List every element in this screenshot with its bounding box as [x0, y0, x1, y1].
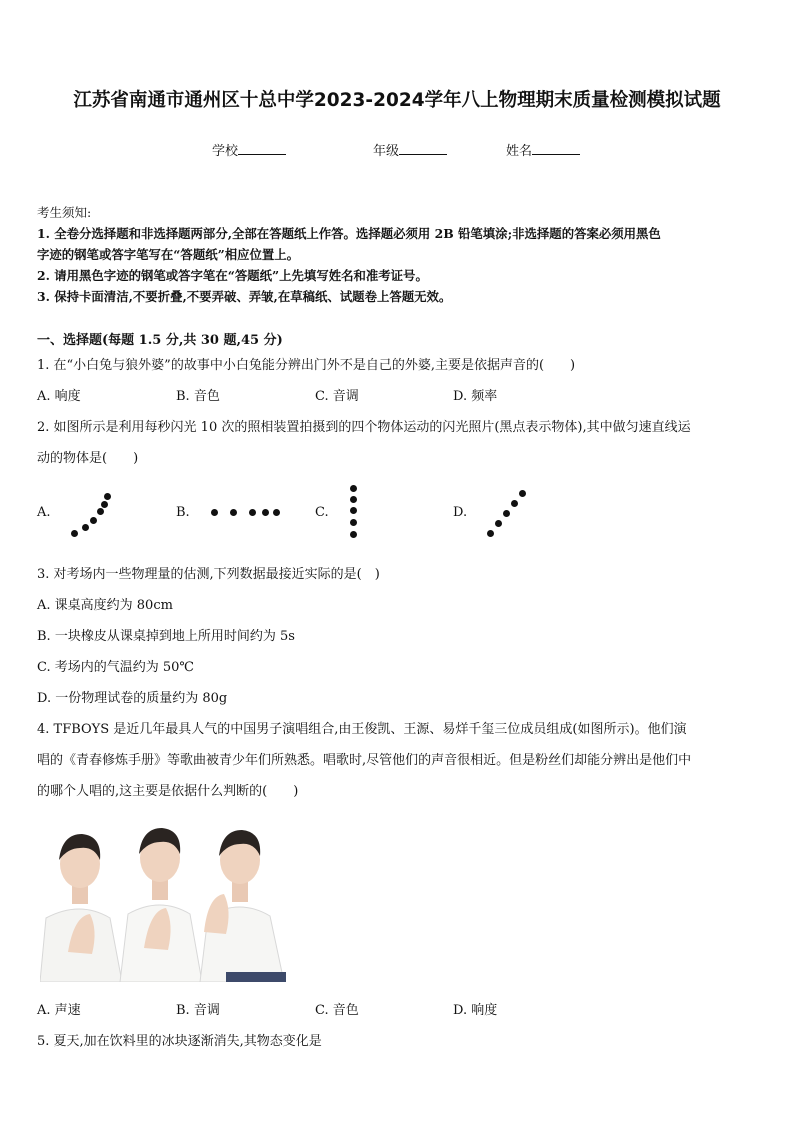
q5-stem: 5. 夏天,加在饮料里的冰块逐渐消失,其物态变化是 — [37, 1034, 322, 1049]
dot — [71, 530, 78, 537]
dot — [90, 517, 97, 524]
dot — [249, 509, 256, 516]
dot — [211, 509, 218, 516]
dot — [519, 490, 526, 497]
notes-heading: 考生须知: — [37, 205, 92, 220]
name-blank — [532, 141, 580, 155]
q2-label-b: B. — [176, 505, 190, 520]
q3-option-a: A. 课桌高度约为 80cm — [37, 598, 173, 613]
q4-stem-a: 4. TFBOYS 是近几年最具人气的中国男子演唱组合,由王俊凯、王源、易烊千玺三位成员组成(如图所示)。他们演 — [37, 722, 687, 737]
q4-option-c: C. 音色 — [315, 1003, 359, 1018]
note-1a: 1. 全卷分选择题和非选择题两部分,全部在答题纸上作答。选择题必须用 2B 铅笔填涂;非选择题的答案必须用黑色 — [37, 226, 661, 241]
q3-option-d: D. 一份物理试卷的质量约为 80g — [37, 691, 228, 706]
grade-label: 年级 — [373, 144, 400, 159]
dot — [503, 510, 510, 517]
q3-option-b: B. 一块橡皮从课桌掉到地上所用时间约为 5s — [37, 629, 295, 644]
note-2: 2. 请用黑色字迹的钢笔或答字笔在“答题纸”上先填写姓名和准考证号。 — [37, 268, 428, 283]
q3-stem: 3. 对考场内一些物理量的估测,下列数据最接近实际的是( ) — [37, 567, 380, 582]
dot — [350, 485, 357, 492]
school-label: 学校 — [212, 144, 239, 159]
grade-blank — [399, 141, 447, 155]
name-field — [506, 140, 580, 159]
dot — [350, 507, 357, 514]
dot — [350, 519, 357, 526]
q2-label-a: A. — [37, 505, 51, 520]
q1-option-a: A. 响度 — [37, 389, 81, 404]
dot — [487, 530, 494, 537]
dot — [350, 531, 357, 538]
q4-option-d: D. 响度 — [453, 1003, 498, 1018]
dot — [495, 520, 502, 527]
page-title: 江苏省南通市通州区十总中学2023-2024学年八上物理期末质量检测模拟试题 — [73, 90, 721, 111]
dot — [511, 500, 518, 507]
q4-option-a: A. 声速 — [37, 1003, 81, 1018]
dot — [101, 501, 108, 508]
q2-label-d: D. — [453, 505, 468, 520]
grade-field — [373, 140, 447, 159]
dot — [82, 524, 89, 531]
note-3: 3. 保持卡面清洁,不要折叠,不要弄破、弄皱,在草稿纸、试题卷上答题无效。 — [37, 289, 452, 304]
q3-option-c: C. 考场内的气温约为 50℃ — [37, 660, 194, 675]
q1-option-c: C. 音调 — [315, 389, 359, 404]
q1-option-b: B. 音色 — [176, 389, 220, 404]
school-field — [212, 140, 286, 159]
q2-stem-b: 动的物体是( ) — [37, 451, 139, 466]
q4-stem-b: 唱的《青春修炼手册》等歌曲被青少年们所熟悉。唱歌时,尽管他们的声音很相近。但是粉丝们却能分辨出是他们中 — [37, 753, 692, 768]
person-right — [200, 830, 286, 982]
dot — [230, 509, 237, 516]
note-1b: 字迹的钢笔或答字笔写在“答题纸”相应位置上。 — [37, 247, 300, 262]
q2-label-c: C. — [315, 505, 329, 520]
person-middle — [120, 828, 202, 982]
dot — [273, 509, 280, 516]
q1-stem: 1. 在“小白兔与狼外婆”的故事中小白兔能分辨出门外不是自己的外婆,主要是依据声音的( ) — [37, 358, 576, 373]
dot — [104, 493, 111, 500]
section-heading: 一、选择题(每题 1.5 分,共 30 题,45 分) — [37, 333, 283, 348]
q4-option-b: B. 音调 — [176, 1003, 220, 1018]
dot — [350, 496, 357, 503]
q4-stem-c: 的哪个人唱的,这主要是依据什么判断的( ) — [37, 784, 299, 799]
person-left — [40, 834, 122, 982]
dot — [262, 509, 269, 516]
q2-stem-a: 2. 如图所示是利用每秒闪光 10 次的照相装置拍摄到的四个物体运动的闪光照片(黑点表示物体),其中做匀速直线运 — [37, 420, 691, 435]
q1-option-d: D. 频率 — [453, 389, 498, 404]
group-photo — [40, 822, 298, 982]
dot — [97, 508, 104, 515]
name-label: 姓名 — [506, 144, 533, 159]
school-blank — [238, 141, 286, 155]
